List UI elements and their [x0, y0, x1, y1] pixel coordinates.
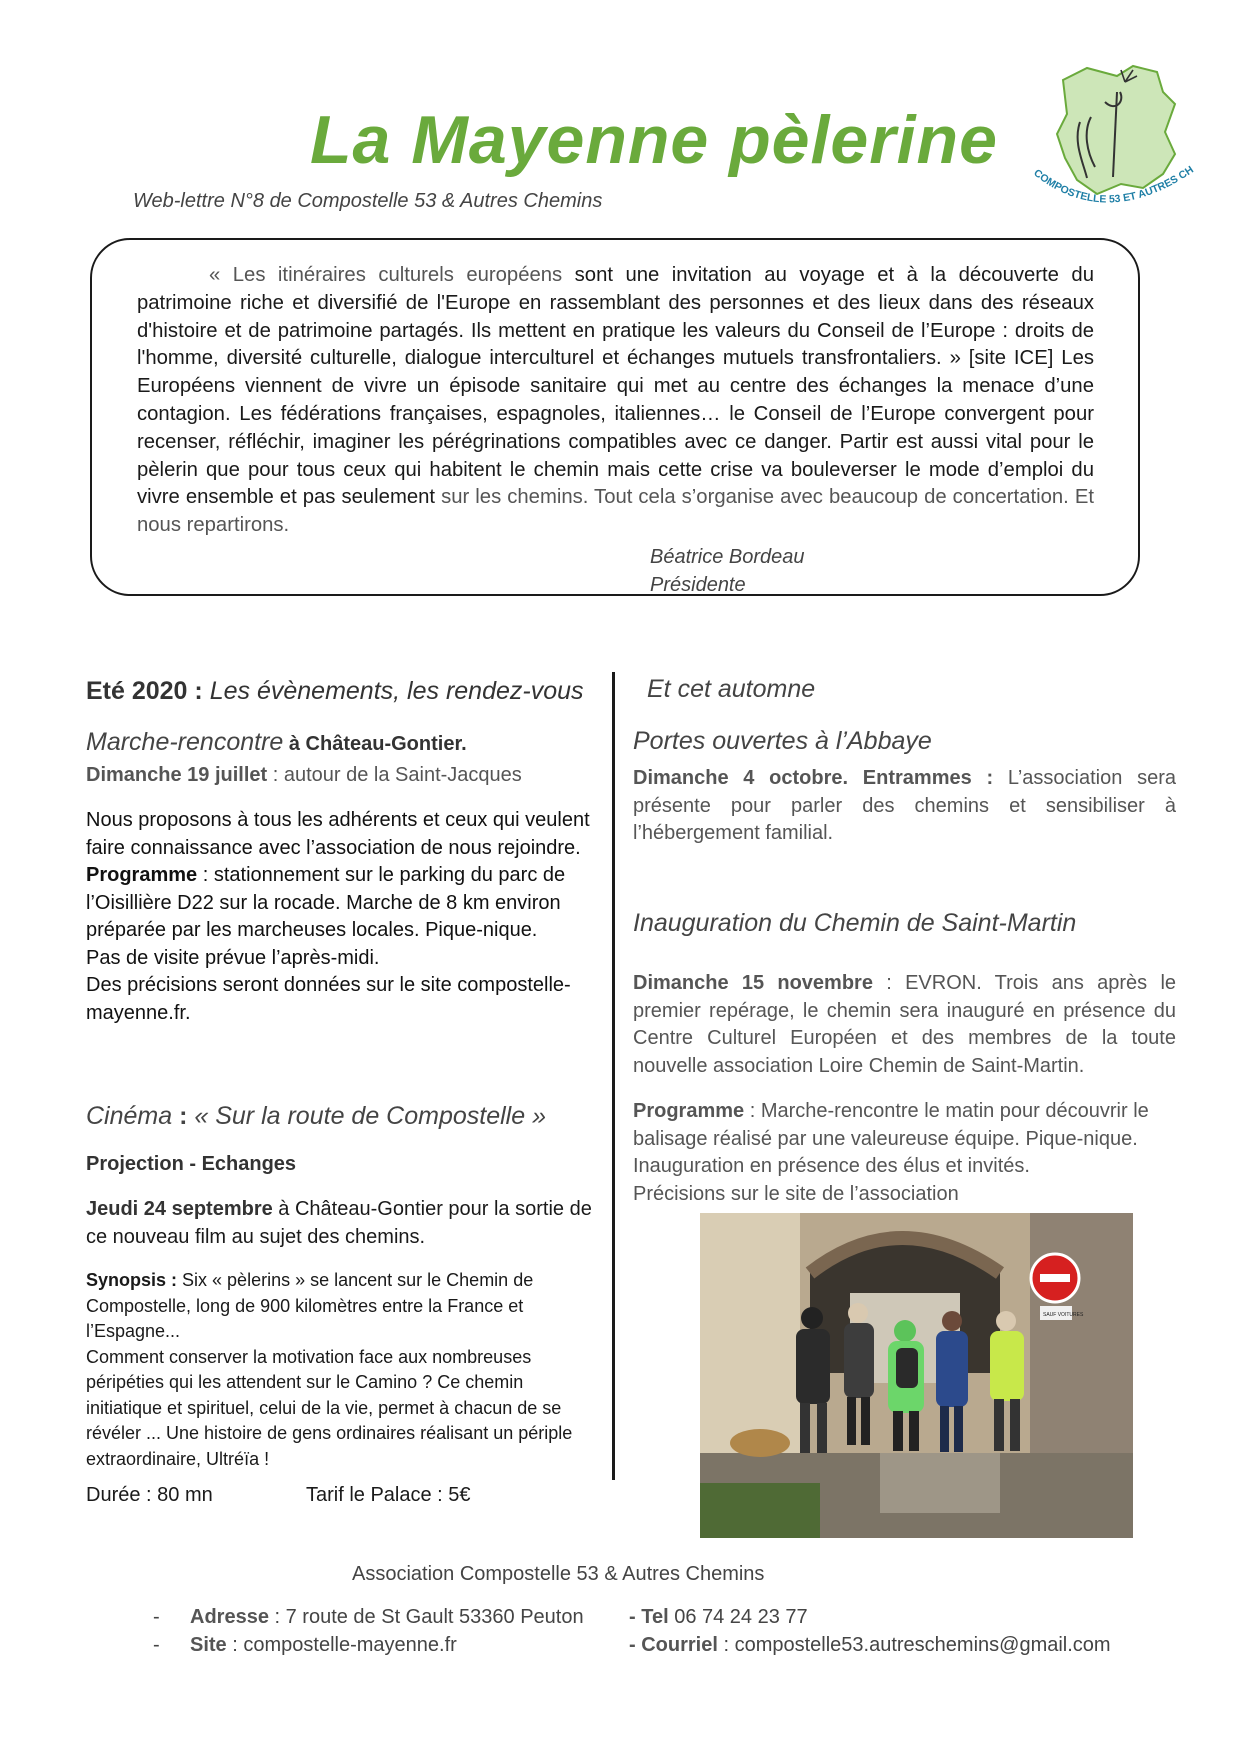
cinema-title — [86, 1100, 546, 1132]
abbaye-description: L’association sera présente pour parler des chemins et sensibiliser à l’hébergement familial. — [633, 767, 1176, 844]
footer-title: Association Compostelle 53 & Autres Chemins — [352, 1563, 765, 1585]
email-label: - Courriel — [629, 1634, 718, 1656]
editorial-quote-open: « Les itinéraires culturels européens — [209, 264, 563, 286]
logo-text: COMPOSTELLE 53 ET AUTRES CH — [1031, 163, 1196, 206]
marche-line3: Des précisions seront données sur le site compostelle-mayenne.fr. — [86, 974, 571, 1024]
author-role: Présidente — [650, 574, 746, 596]
cinema-date-bold: Jeudi 24 septembre — [86, 1198, 273, 1220]
cinema-film-title: « Sur la route de Compostelle » — [187, 1102, 546, 1130]
left-section-heading — [86, 675, 584, 707]
martin-description: : EVRON. Trois ans après le premier repérage, le chemin sera inauguré en présence du Centre Culturel Européen et des membres de la toute nouvelle association Loire Chemin de Saint-Martin. — [633, 972, 1177, 1077]
site-label: Site — [190, 1634, 227, 1656]
email-link: : compostelle53.autreschemins@gmail.com — [717, 1634, 1111, 1656]
footer-email[interactable] — [629, 1634, 1111, 1657]
footer-phone — [629, 1606, 808, 1629]
pilgrims-photo — [700, 1213, 1133, 1538]
cinema-synopsis — [86, 1268, 596, 1472]
marche-description — [86, 807, 606, 1027]
phone-value: 06 74 24 23 77 — [668, 1606, 808, 1628]
cinema-duration: Durée : 80 mn — [86, 1484, 213, 1506]
abbaye-title: Portes ouvertes à l’Abbaye — [633, 727, 932, 755]
column-divider — [612, 672, 615, 1480]
marche-programme-label: Programme — [86, 864, 198, 886]
photo-sign-text: SAUF VOITURES — [1043, 1312, 1084, 1318]
association-logo — [1025, 62, 1200, 237]
marche-title-place: à Château-Gontier. — [283, 733, 467, 755]
cinema-title-colon: : — [172, 1102, 188, 1130]
address-label: Adresse — [190, 1606, 269, 1628]
site-link: : compostelle-mayenne.fr — [226, 1634, 457, 1656]
martin-date: Dimanche 15 novembre — [633, 972, 873, 994]
marche-title-italic: Marche-rencontre — [86, 728, 284, 756]
marche-intro: Nous proposons à tous les adhérents et ceux qui veulent faire connaissance avec l’association de nous rejoindre. — [86, 809, 590, 859]
marche-date-rest: : autour de la Saint-Jacques — [267, 764, 522, 786]
footer-address — [190, 1606, 584, 1629]
phone-label: - Tel — [629, 1606, 669, 1628]
cinema-projection — [86, 1151, 296, 1179]
footer-site[interactable] — [190, 1634, 457, 1657]
cinema-date — [86, 1196, 606, 1251]
martin-programme — [633, 1098, 1176, 1208]
martin-date-text — [633, 970, 1176, 1080]
synopsis-text2: Comment conserver la motivation face aux nombreuses péripéties qui les attendent sur le Camino ? Ce chemin initiatique et spirituel, celui de la vie, permet à chacun de se révéler ... Une histoire de gens ordinaires réalisant un périple extraordinaire, Ultréïa ! — [86, 1346, 573, 1469]
martin-programme-text: : Marche-rencontre le matin pour découvrir le balisage réalisé par une valeureuse équipe. Pique-nique. — [633, 1100, 1149, 1150]
author-name: Béatrice Bordeau — [650, 546, 805, 568]
martin-programme-label: Programme — [633, 1100, 745, 1122]
editorial-quote-tail: sur les chemins. Tout cela s’organise avec beaucoup de concertation. Et nous repartirons. — [137, 486, 1094, 537]
marche-date — [86, 762, 606, 790]
martin-line2: Inauguration en présence des élus et invités. — [633, 1155, 1030, 1177]
footer-bullet-2: - — [153, 1634, 160, 1656]
editorial-signature — [650, 543, 805, 599]
marche-date-bold: Dimanche 19 juillet — [86, 764, 268, 786]
address-value: : 7 route de St Gault 53360 Peuton — [268, 1606, 584, 1628]
abbaye-text — [633, 765, 1176, 848]
page-subtitle: Web-lettre N°8 de Compostelle 53 & Autres Chemins — [133, 190, 603, 212]
projection-label: Projection - Echanges — [86, 1153, 297, 1175]
marche-title — [86, 726, 467, 758]
season-label: Eté 2020 : — [86, 677, 203, 705]
marche-programme-text: : stationnement sur le parking du parc de l’Oisillière D22 sur la rocade. Marche de 8 km environ préparée par les marcheuses locales. Pique-nique. — [86, 864, 566, 941]
synopsis-label: Synopsis : — [86, 1270, 178, 1290]
editorial-quote-body: sont une invitation au voyage et à la découverte du patrimoine riche et diversifié de l'Europe en rassemblant des personnes et des lieux dans des réseaux d'histoire et de patrimoine partagés. Ils mettent en pratique les valeurs du Conseil de l’Europe : droits de l'homme, diversité culturelle, dialogue interculturel et échanges mutuels transfrontaliers. » [site ICE] Les Européens viennent de vivre un épisode sanitaire qui met au centre des échanges la menace d’une contagion. Les fédérations françaises, espagnoles, italiennes… le Conseil de l’Europe convergent pour recenser, réfléchir, imaginer les pérégrinations compatibles avec ce danger. Partir est aussi vital pour le pèlerin que pour tous ceux qui habitent le chemin mais cette crise va bouleverser le mode d’emploi du vivre ensemble et pas seulement — [137, 264, 1094, 509]
martin-title: Inauguration du Chemin de Saint-Martin — [633, 909, 1077, 937]
footer-bullet-1: - — [153, 1606, 160, 1628]
cinema-price: Tarif le Palace : 5€ — [306, 1484, 471, 1506]
season-heading-text: Les évènements, les rendez-vous — [202, 677, 584, 705]
martin-line3: Précisions sur le site de l’association — [633, 1182, 959, 1205]
cinema-title-italic: Cinéma — [86, 1102, 173, 1130]
abbaye-date: Dimanche 4 octobre. Entrammes : — [633, 767, 994, 789]
editorial-text — [137, 262, 1094, 540]
page-title: La Mayenne pèlerine — [310, 102, 998, 178]
autumn-heading: Et cet automne — [647, 675, 816, 703]
synopsis-text: Six « pèlerins » se lancent sur le Chemin de Compostelle, long de 900 kilomètres entre la France et l’Espagne... — [86, 1270, 534, 1341]
cinema-date-rest: à Château-Gontier pour la sortie de ce nouveau film au sujet des chemins. — [86, 1198, 592, 1248]
marche-line2: Pas de visite prévue l’après-midi. — [86, 946, 380, 969]
